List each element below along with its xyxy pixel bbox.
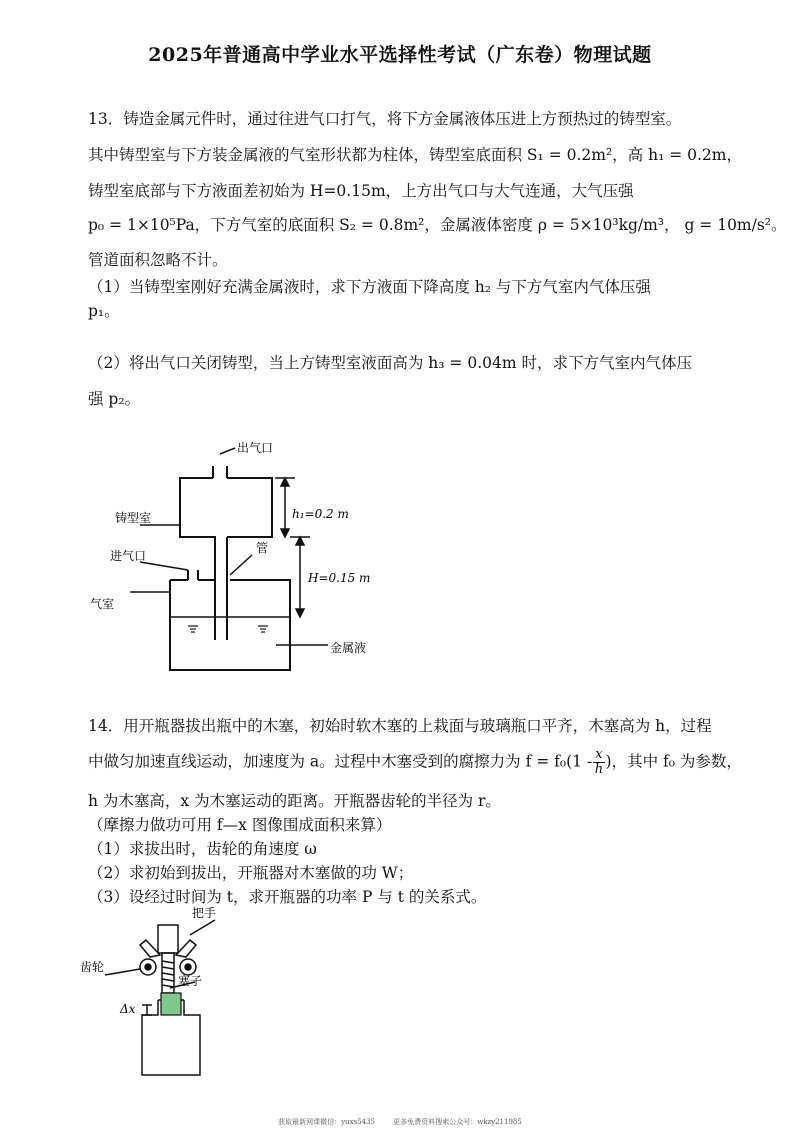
- label-H: H=0.15 m: [308, 571, 371, 585]
- q14-line-4: （摩擦力做功可用 f—x 图像围成面积来算）: [88, 816, 392, 834]
- label-h1: h₁=0.2 m: [292, 507, 349, 521]
- footer-left: 获取最新网课微信：yuxs5435: [278, 1118, 375, 1126]
- label-gear: 齿轮: [80, 960, 105, 974]
- q14-subq-3: （3）设经过时间为 t，求开瓶器的功率 P 与 t 的关系式。: [88, 888, 487, 906]
- q14-line-2-pre: 中做匀加速直线运动，加速度为 a。过程中木塞受到的腐擦力为 f = f₀(1 -: [88, 752, 593, 771]
- q14-line-2-post: )，其中 f₀ 为参数，: [605, 752, 742, 771]
- footer-right: 更多免费资料搜索公众号：wkzy211985: [393, 1118, 522, 1126]
- q13-line-2: 其中铸型室与下方装金属液的气室形状都为柱体，铸型室底面积 S₁ = 0.2m²，高 h₁ = 0.2m，: [88, 146, 742, 164]
- q13-subq-1-cont: p₁。: [88, 302, 120, 320]
- corkscrew-diagram: [80, 905, 280, 1085]
- fraction-denominator: h: [594, 762, 604, 777]
- cork: [161, 993, 181, 1015]
- q14-subq-1: （1）求拔出时，齿轮的角速度 ω: [88, 840, 317, 858]
- q14-line-2: [88, 748, 742, 777]
- label-inlet: 进气口: [110, 549, 147, 563]
- casting-diagram: [80, 430, 420, 690]
- label-air-chamber: 气室: [90, 597, 115, 611]
- corkscrew-handle: [158, 925, 178, 953]
- page-footer: [0, 1117, 800, 1127]
- label-delta-x: Δx: [120, 1002, 136, 1016]
- label-mold-chamber: 铸型室: [115, 511, 152, 525]
- q13-line-3: 铸型室底部与下方液面差初始为 H=0.15m，上方出气口与大气连通，大气压强: [88, 182, 634, 200]
- q13-subq-2-cont: 强 p₂。: [88, 390, 141, 408]
- q14-line-1: 14．用开瓶器拔出瓶中的木塞，初始时软木塞的上栽面与玻璃瓶口平齐，木塞高为 h，过程: [88, 717, 712, 735]
- label-cork: 塞子: [178, 974, 203, 988]
- fraction-x-over-h: [593, 748, 604, 777]
- fraction-numerator: x: [595, 747, 603, 762]
- label-metal-liquid: 金属液: [330, 641, 367, 655]
- page-title: 2025年普通高中学业水平选择性考试（广东卷）物理试题: [148, 44, 652, 66]
- q13-subq-1: （1）当铸型室刚好充满金属液时，求下方液面下降高度 h₂ 与下方气室内气体压强: [88, 278, 651, 296]
- q13-line-4: p₀ = 1×10⁵Pa，下方气室的底面积 S₂ = 0.8m²，金属液体密度 ρ = 5×10³kg/m³， g = 10m/s²。: [88, 216, 787, 234]
- mold-chamber-outline: [180, 478, 215, 640]
- label-pipe: 管: [256, 541, 269, 555]
- q14-subq-2: （2）求初始到拔出，开瓶器对木塞做的功 W；: [88, 864, 414, 882]
- q13-subq-2: （2）将出气口关闭铸型，当上方铸型室液面高为 h₃ = 0.04m 时，求下方气室内气体压: [88, 354, 692, 372]
- air-chamber-outline: [170, 580, 290, 670]
- q14-line-3: h 为木塞高，x 为木塞运动的距离。开瓶器齿轮的半径为 r。: [88, 792, 501, 810]
- label-handle: 把手: [192, 906, 217, 920]
- q13-line-1: 13．铸造金属元件时，通过往进气口打气，将下方金属液体压进上方预热过的铸型室。: [88, 110, 682, 128]
- q13-line-5: 管道面积忽略不计。: [88, 251, 228, 269]
- label-outlet: 出气口: [237, 441, 274, 455]
